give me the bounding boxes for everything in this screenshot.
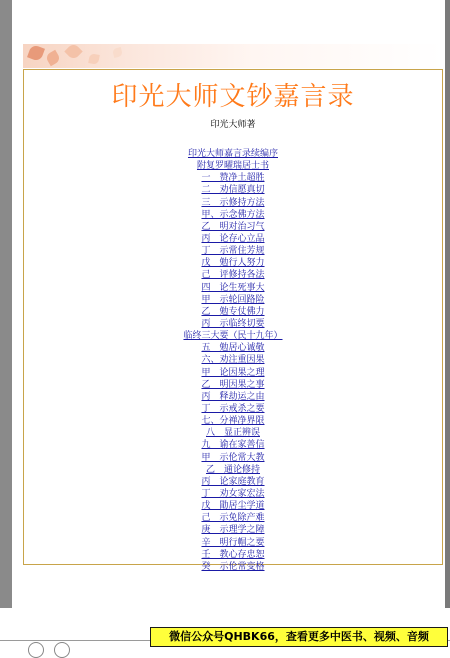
maple-leaf-icon — [45, 50, 61, 66]
vertical-scrollbar[interactable] — [445, 0, 450, 608]
toc-link[interactable]: 九 谕在家善信 — [201, 440, 265, 451]
toc-item — [24, 184, 442, 196]
toc-link[interactable]: 丙 释劫运之由 — [201, 391, 265, 402]
toc-link[interactable]: 附复罗曜瑞居士书 — [196, 161, 269, 172]
toc-item — [24, 209, 442, 221]
toc-link[interactable]: 丁 示常住芳规 — [201, 246, 265, 257]
page-navigation — [28, 642, 88, 650]
toc-link[interactable]: 丙 论家庭教育 — [201, 476, 265, 487]
document-page — [23, 44, 443, 572]
maple-leaf-icon — [112, 47, 123, 58]
toc-link[interactable]: 八 显正辨误 — [205, 428, 260, 439]
maple-leaf-icon — [88, 53, 100, 65]
toc-item — [24, 354, 442, 366]
toc-link[interactable]: 丙 论存心立品 — [201, 233, 265, 244]
toc-link[interactable]: 四 论生死事大 — [201, 282, 265, 293]
toc-item — [24, 476, 442, 488]
toc-item — [24, 306, 442, 318]
toc-link[interactable]: 乙 通论修持 — [205, 464, 260, 475]
toc-link[interactable]: 六、劝注重因果 — [201, 355, 265, 366]
toc-link[interactable]: 七、分禅净界限 — [201, 416, 265, 427]
toc-link[interactable]: 癸 示伦常变格 — [201, 561, 265, 572]
toc-item — [24, 282, 442, 294]
viewer-left-bar — [0, 0, 12, 608]
toc-item — [24, 367, 442, 379]
toc-item — [24, 488, 442, 500]
toc-link[interactable]: 庚 示理学之障 — [201, 525, 265, 536]
wechat-promo-banner[interactable]: 微信公众号QHBK66，查看更多中医书、视频、音频 — [150, 627, 448, 647]
toc-item — [24, 512, 442, 524]
toc-link[interactable]: 一 赞净土超胜 — [201, 173, 265, 184]
toc-link[interactable]: 己 示免除产难 — [201, 513, 265, 524]
toc-link[interactable]: 乙 勉专仗佛力 — [201, 306, 265, 317]
toc-item — [24, 233, 442, 245]
toc-item — [24, 257, 442, 269]
toc-link[interactable]: 甲 论因果之理 — [201, 367, 265, 378]
toc-item — [24, 221, 442, 233]
toc-item — [24, 197, 442, 209]
toc-link[interactable]: 戊 勖居尘学道 — [201, 501, 265, 512]
toc-link[interactable]: 乙 明对治习气 — [201, 221, 265, 232]
toc-item — [24, 148, 442, 160]
toc-link[interactable]: 三 示修持方法 — [201, 197, 265, 208]
next-page-icon[interactable] — [54, 642, 70, 658]
toc-item — [24, 269, 442, 281]
toc-item — [24, 452, 442, 464]
decorative-header-banner — [23, 44, 443, 68]
toc-link[interactable]: 壬 教心存忠恕 — [201, 549, 265, 560]
toc-link[interactable]: 丁 劝女家宏法 — [201, 488, 265, 499]
table-of-contents — [24, 148, 442, 573]
toc-link[interactable]: 二 劝信愿真切 — [201, 185, 265, 196]
toc-link[interactable]: 甲、示念佛方法 — [201, 209, 265, 220]
previous-page-icon[interactable] — [28, 642, 44, 658]
toc-item — [24, 245, 442, 257]
toc-link[interactable]: 戊 勉行人努力 — [201, 258, 265, 269]
toc-link[interactable]: 丙 示临终切要 — [201, 318, 265, 329]
toc-item — [24, 524, 442, 536]
toc-link[interactable]: 乙 明因果之事 — [201, 379, 265, 390]
toc-link[interactable]: 甲 示轮回路险 — [201, 294, 265, 305]
toc-item — [24, 549, 442, 561]
toc-link[interactable]: 辛 明行帽之要 — [201, 537, 265, 548]
toc-link[interactable]: 临终三大要（民十九年） — [183, 331, 283, 342]
toc-link[interactable]: 丁 示戒杀之要 — [201, 403, 265, 414]
page-title: 印光大师文钞嘉言录 — [111, 82, 355, 112]
maple-leaf-icon — [27, 44, 45, 62]
toc-link[interactable]: 五 勉居心诚敬 — [201, 343, 265, 354]
maple-leaf-icon — [64, 44, 82, 61]
toc-item — [24, 294, 442, 306]
toc-item — [24, 439, 442, 451]
toc-item — [24, 427, 442, 439]
toc-link[interactable]: 甲 示伦常大教 — [201, 452, 265, 463]
toc-item — [24, 537, 442, 549]
toc-item — [24, 464, 442, 476]
toc-item — [24, 160, 442, 172]
toc-item — [24, 500, 442, 512]
toc-item — [24, 379, 442, 391]
toc-item — [24, 330, 442, 342]
content-frame — [23, 69, 443, 572]
toc-item — [24, 561, 442, 573]
toc-item — [24, 318, 442, 330]
toc-item — [24, 172, 442, 184]
toc-item — [24, 415, 442, 427]
toc-link[interactable]: 印光大师嘉言录续编序 — [187, 149, 278, 159]
author-line: 印光大师著 — [210, 120, 256, 130]
toc-link[interactable]: 己 评修持各法 — [201, 270, 265, 281]
toc-item — [24, 342, 442, 354]
toc-item — [24, 403, 442, 415]
toc-item — [24, 391, 442, 403]
